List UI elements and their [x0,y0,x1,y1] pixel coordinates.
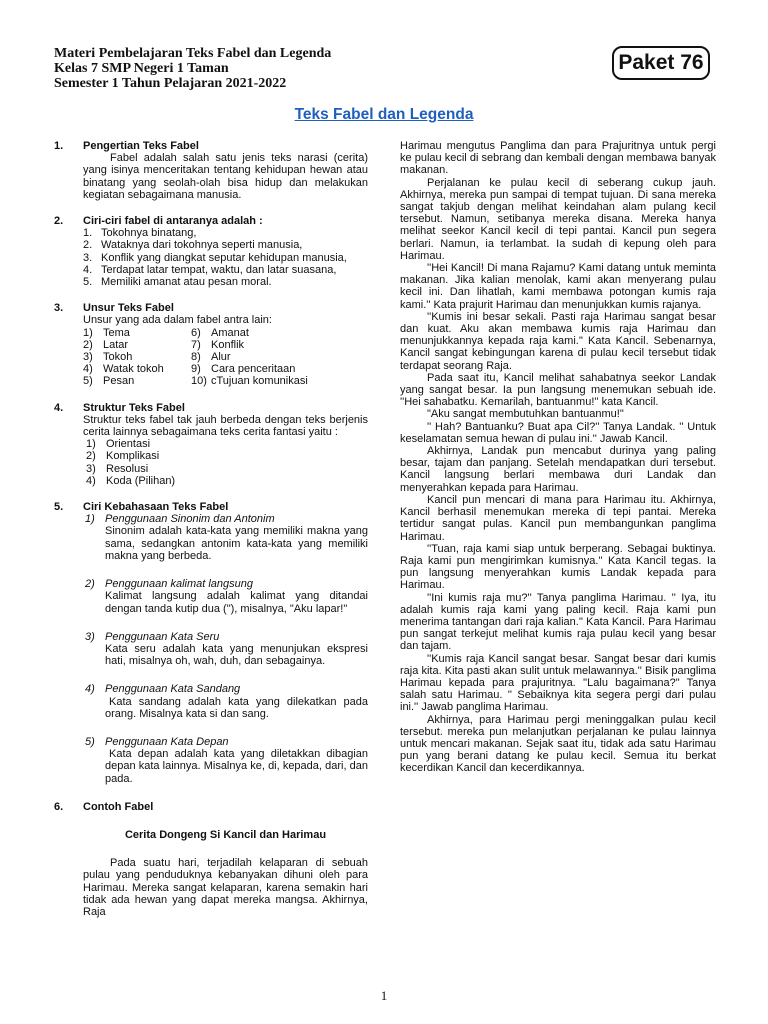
list-item: 7) Konflik [191,338,245,351]
story-paragraph: ''Kumis ini besar sekali. Pasti raja Harimau sangat besar dan kuat. Aku akan membawa kumis raja Harimau dan menunjukkannya kepada raja kami.'' Kata Kancil. Sebenarnya, Kancil sangat kebingungan karena di pulau kecil tersebut tidak terdapat seorang Raja. [400,310,716,372]
story-paragraph: Pada saat itu, Kancil melihat sahabatnya seekor Landak yang sangat besar. Ia pun langsung menemukan sebuah ide. ''Hei sahabatku. Kemarilah, bantuanmu!'' kata Kancil. [400,371,716,409]
list-item: 8) Alur [191,351,231,364]
list-item: 5) Pesan [83,375,135,388]
list-item: 5. Memiliki amanat atau pesan moral. [83,276,272,289]
section-2 [54,215,368,288]
story-paragraph: Harimau mengutus Panglima dan para Prajuritnya untuk pergi ke pulau kecil di sebrang dan kembali dengan membawa banyak makanan. [400,140,716,177]
section-intro: Unsur yang ada dalam fabel antra lain: [83,314,272,327]
section-number: 3. [54,302,64,315]
subheading: 1) Penggunaan Sinonim dan Antonim [85,513,275,526]
element-grid [83,327,368,388]
list-item: 4) Watak tokoh [83,363,164,376]
document-header [54,46,331,91]
paket-badge: Paket 76 [612,46,710,80]
list-item: 1) Orientasi [86,438,151,451]
story-paragraph: '' Hah? Bantuanku? Buat apa Cil?'' Tanya Landak. '' Untuk keselamatan semua hewan di pulau ini.'' Jawab Kancil. [400,420,716,445]
story-paragraph: ''Tuan, raja kami siap untuk berperang. Sebagai buktinya. Raja kami pun mengirimkan kumisnya.'' Kata Kancil tegas. Ia pun langsung menyerahkan kumis Landak kepada para Harimau. [400,542,716,592]
list-item: 3) Resolusi [86,462,149,475]
subtext: Kata seru adalah kata yang menunjukan ekspresi hati, misalnya oh, wah, duh, dan sebagainya. [105,642,368,668]
list-item: 3. Konflik yang diangkat seputar kehidupan manusia, [83,251,347,264]
list-item: 9) Cara penceritaan [191,363,296,376]
header-line-1: Materi Pembelajaran Teks Fabel dan Legenda [54,46,332,61]
section-number: 2. [54,215,64,228]
section-4 [54,402,368,487]
list-item: 4) Koda (Pilihan) [86,474,176,487]
list-item: 10) cTujuan komunikasi [191,375,308,388]
story-paragraph: Akhirnya, Landak pun mencabut durinya yang paling besar, tajam dan panjang. Setelah mendapatkan duri tersebut. Kancil langsung berlari membawa duri Landak dan menyerahkan kepada para Harimau. [400,445,716,494]
subtext: Kata depan adalah kata yang diletakkan dibagian depan kata lainnya. Misalnya ke, di, kepada, dari, dan pada. [105,748,368,785]
section-number: 5. [54,501,64,514]
section-heading: Struktur Teks Fabel [83,401,185,414]
section-heading: Ciri-ciri fabel di antaranya adalah : [83,215,263,228]
story-paragraph: Akhirnya, para Harimau pergi meninggalkan pulau kecil tersebut. mereka pun melanjutkan perjalanan ke pulau lainnya untuk mencari makanan. Sejak saat itu, tidak ada satu Harimau pun yang berani datang ke pulau kecil. Semua itu berkat kecerdikan Kancil dan kecerdikannya. [400,713,716,775]
subheading: 2) Penggunaan kalimat langsung [85,578,254,591]
story-paragraph: Pada suatu hari, terjadilah kelaparan di sebuah pulau yang penduduknya kebanyakan dihuni oleh para Harimau. Mereka sangat kelaparan, karena semakin hari tidak ada hewan yang dapat mereka mangsa. Akhirnya, Raja [83,857,368,918]
section-number: 1. [54,140,64,152]
list-item: 1. Tokohnya binatang, [83,227,197,240]
list-item: 4. Terdapat latar tempat, waktu, dan latar suasana, [83,263,337,276]
subheading: 3) Penggunaan Kata Seru [85,630,220,643]
section-heading: Contoh Fabel [83,800,154,813]
header-line-2: Kelas 7 SMP Negeri 1 Taman [54,61,229,76]
section-3 [54,302,368,387]
section-number: 4. [54,401,64,414]
list-item: 2. Wataknya dari tokohnya seperti manusia, [83,239,303,252]
story-paragraph: "Aku sangat membutuhkan bantuanmu!" [427,408,624,421]
story-paragraph: Perjalanan ke pulau kecil di seberang cukup jauh. Akhirnya, mereka pun sampai di tempat tujuan. Di sana mereka sangat takjub dengan melihat keindahan alam pulang kecil tersebut. Namun, setibanya mereka disana. Mereka hanya melihat seekor Kancil kecil di tepi pantai. Kancil pun segera berlari. Namun, ia terlambat. Ia sudah di kepung oleh para Harimau. [400,176,716,262]
subtext: Kata sandang adalah kata yang dilekatkan pada orang. Misalnya kata si dan sang. [105,695,368,720]
subheading: 5) Penggunaan Kata Depan [85,735,229,748]
story-paragraph: ''Kumis raja Kancil sangat besar. Sangat besar dari kumis raja kita. Kita pasti akan sulit untuk melawannya.'' Bisik panglima Harimau kepada para prajuritnya. ''Lalu bagaimana?" Tanya salah satu Harimau. '' Sebaiknya kita segera pergi dari pulau ini.'' Jawab panglima Harimau. [400,652,716,714]
section-intro: Struktur teks fabel tak jauh berbeda dengan teks berjenis cerita lainnya sebagaimana teks cerita fantasi yaitu : [83,413,368,439]
section-heading: Unsur Teks Fabel [83,302,174,315]
section-1 [54,140,368,201]
header-line-3: Semester 1 Tahun Pelajaran 2021-2022 [54,76,287,91]
list-item: 6) Amanat [191,326,249,339]
list-item: 3) Tokoh [83,351,133,364]
page-number: 1 [380,988,388,1003]
section-heading: Pengertian Teks Fabel [83,140,199,152]
list-item: 2) Latar [83,338,129,351]
subtext: Kalimat langsung adalah kalimat yang ditandai dengan tanda kutip dua ("), misalnya, "Aku lapar!" [105,590,368,615]
subtext: Sinonim adalah kata-kata yang memiliki makna yang sama, sedangkan antonim kata-kata yang memiliki makna yang berbeda. [105,525,368,562]
section-6 [54,801,368,918]
story-title: Cerita Dongeng Si Kancil dan Harimau [124,828,327,841]
section-heading: Ciri Kebahasaan Teks Fabel [83,501,229,514]
section-5 [54,501,368,785]
story-paragraph: Kancil pun mencari di mana para Harimau itu. Akhirnya, Kancil berhasil menemukan mereka di tepi pantai. Mereka tertidur sangat pulas. Kancil pun membangunkan panglima Harimau. [400,493,716,543]
story-paragraph: ''Hei Kancil! Di mana Rajamu? Kami datang untuk meminta makanan. Jika kalian menolak, kami akan menyerang pulau kecil ini. Dan lihatlah, kami membawa potongan kumis raja kami.'' Kata prajurit Harimau dan menunjukkan kumis rajanya. [400,262,716,311]
page-title: Teks Fabel dan Legenda [294,106,474,123]
section-number: 6. [54,800,64,813]
left-column [54,140,368,918]
section-text: Fabel adalah salah satu jenis teks narasi (cerita) yang isinya menceritakan tentang kehidupan hewan atau binatang yang seolah-olah bisa hidup dan melakukan kegiatan sebagaimana manusia. [83,152,368,201]
right-column [400,140,716,775]
list-item: 2) Komplikasi [86,450,160,463]
list-item: 1) Tema [83,326,130,339]
subheading: 4) Penggunaan Kata Sandang [85,683,241,696]
story-paragraph: ''Ini kumis raja mu?'' Tanya panglima Harimau. '' Iya, itu adalah kumis raja kami yang paling kecil. Raja kami pun menerima tantangan dari raja kalian.'' Kata Kancil. Para Harimau pun sangat terkejut melihat kumis raja pulau kecil yang besar dan tajam. [400,591,716,653]
